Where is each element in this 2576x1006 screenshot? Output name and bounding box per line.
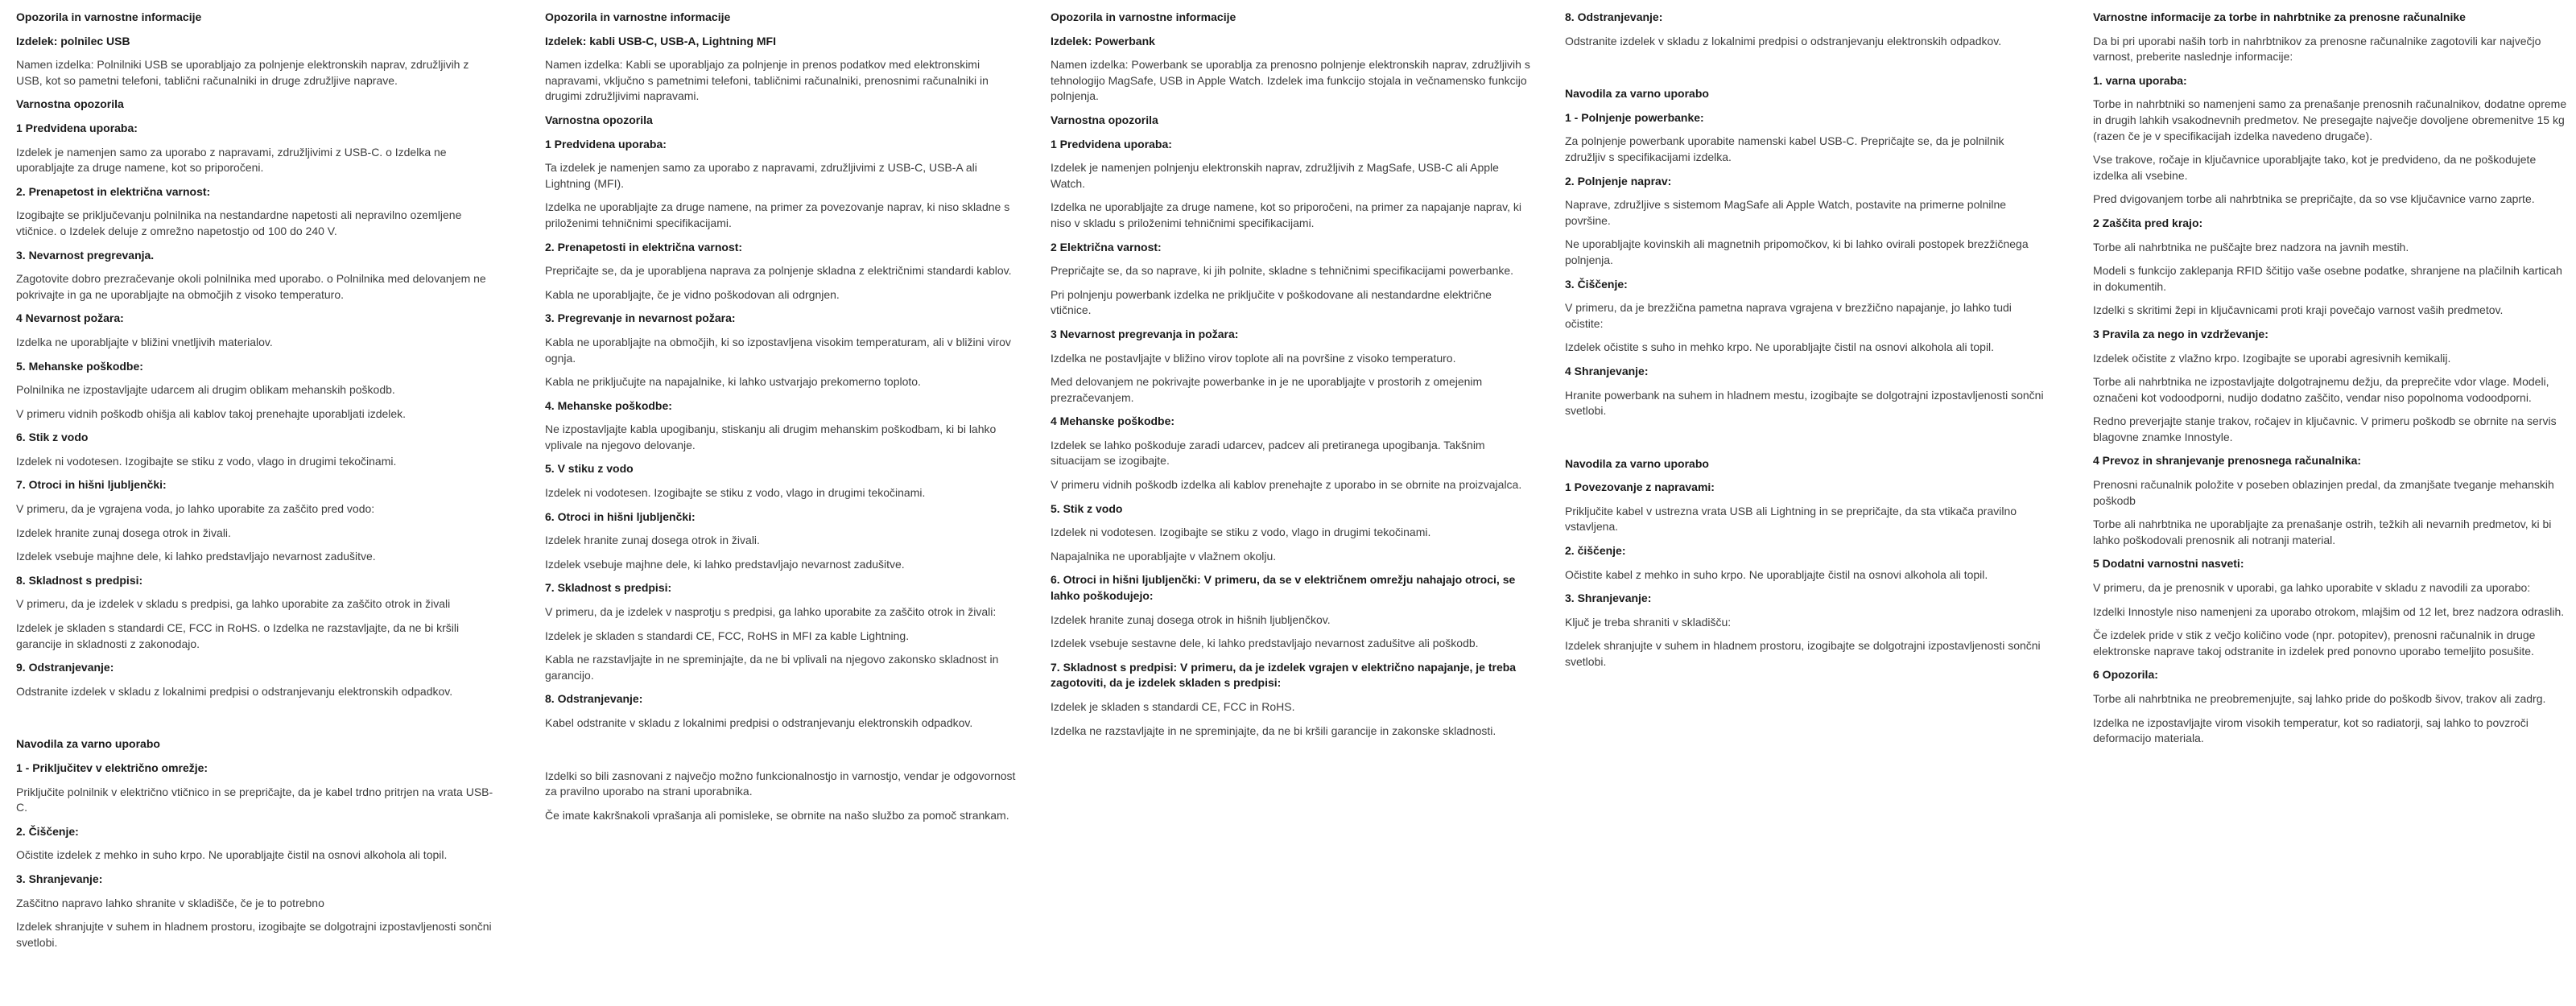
paragraph: Izdelka ne razstavljajte in ne spreminjajte, da ne bi kršili garancije in zakonske skladnosti. bbox=[1051, 724, 1496, 737]
paragraph: Priključite polnilnik v električno vtičnico in se prepričajte, da je kabel trdno pritrjen na vrata USB-C. bbox=[16, 785, 493, 814]
paragraph: Izdelek vsebuje majhne dele, ki lahko predstavljajo nevarnost zadušitve. bbox=[16, 550, 376, 563]
paragraph: Zagotovite dobro prezračevanje okoli polnilnika med uporabo. o Polnilnika med delovanjem ne pokrivajte in ga ne uporabljajte na območjih z visoko temperaturo. bbox=[16, 272, 486, 301]
section-heading: 3 Nevarnost pregrevanja in požara: bbox=[1051, 327, 1239, 340]
paragraph: Torbe ali nahrbtnika ne izpostavljajte dolgotrajnemu dežju, da preprečite vdor vlage. Modeli, označeni kot vodoodporni, nudijo dodatno zaščito, vendar niso popolnoma vodoodporni. bbox=[2093, 375, 2549, 404]
paragraph: Da bi pri uporabi naših torb in nahrbtnikov za prenosne računalnike zagotovili kar največjo varnost, preberite naslednje informacije: bbox=[2093, 34, 2541, 64]
section-heading: Navodila za varno uporabo bbox=[16, 737, 160, 751]
paragraph: Očistite kabel z mehko in suho krpo. Ne uporabljajte čistil na osnovi alkohola ali topil. bbox=[1565, 567, 1988, 581]
section-heading: Izdelek: Powerbank bbox=[1051, 34, 1155, 47]
section-heading: 9. Odstranjevanje: bbox=[16, 661, 114, 674]
section-heading: 1 Predvidena uporaba: bbox=[1051, 137, 1172, 150]
section-heading: 6. Stik z vodo bbox=[16, 431, 89, 444]
vertical-gap bbox=[545, 740, 1018, 761]
paragraph: Izdelek je skladen s standardi CE, FCC in RoHS. bbox=[1051, 700, 1295, 713]
section-heading: Opozorila in varnostne informacije bbox=[16, 10, 202, 23]
paragraph: Ključ je treba shraniti v skladišču: bbox=[1565, 615, 1732, 629]
section-heading: 3 Pravila za nego in vzdrževanje: bbox=[2093, 327, 2268, 340]
section-heading: 1 - Priključitev v električno omrežje: bbox=[16, 761, 208, 774]
section-heading: 2. čiščenje: bbox=[1565, 544, 1626, 558]
section-heading: 1 Povezovanje z napravami: bbox=[1565, 480, 1715, 494]
paragraph: Naprave, združljive s sistemom MagSafe ali Apple Watch, postavite na primerne polnilne površine. bbox=[1565, 198, 2007, 227]
paragraph: Namen izdelka: Powerbank se uporablja za prenosno polnjenje elektronskih naprav, združljivih s tehnologijo MagSafe, USB in Apple Watch. Izdelek ima funkcijo stojala in večnamensko funkcijo polnjenja. bbox=[1051, 58, 1530, 103]
section-heading: 4 Shranjevanje: bbox=[1565, 364, 1649, 377]
paragraph: V primeru, da je izdelek v skladu s predpisi, ga lahko uporabite za zaščito otrok in živali bbox=[16, 597, 451, 611]
section-heading: 2 Zaščita pred krajo: bbox=[2093, 216, 2203, 229]
paragraph: Izdelki Innostyle niso namenjeni za uporabo otrokom, mlajšim od 12 let, brez nadzora odraslih. bbox=[2093, 604, 2565, 618]
paragraph: Torbe ali nahrbtnika ne puščajte brez nadzora na javnih mestih. bbox=[2093, 240, 2409, 254]
section-heading: Navodila za varno uporabo bbox=[1565, 87, 1709, 101]
column-cables bbox=[545, 10, 1018, 831]
section-heading: Navodila za varno uporabo bbox=[1565, 456, 1709, 470]
section-heading: 1 - Polnjenje powerbanke: bbox=[1565, 110, 1704, 124]
paragraph: Kabla ne razstavljajte in ne spreminjajte, da ne bi vplivali na njegovo zakonsko skladnost in garancijo. bbox=[545, 653, 999, 682]
section-heading: Varnostna opozorila bbox=[545, 113, 653, 126]
section-heading: 1 Predvidena uporaba: bbox=[16, 121, 138, 134]
column-usb-charger bbox=[16, 10, 494, 959]
section-heading: 2. Prenapetost in električna varnost: bbox=[16, 184, 211, 198]
paragraph: Vse trakove, ročaje in ključavnice uporabljajte tako, kot je predvideno, da ne poškodujete izdelka ali vsebine. bbox=[2093, 153, 2537, 182]
paragraph: Izdelka ne uporabljajte za druge namene, na primer za povezovanje naprav, ki niso skladne s priloženimi tehničnimi specifikacijami. bbox=[545, 200, 1010, 229]
paragraph: Prenosni računalnik položite v poseben oblazinjen predal, da zmanjšate tveganje mehanskih poškodb bbox=[2093, 478, 2554, 507]
paragraph: Pri polnjenju powerbank izdelka ne priključite v poškodovane ali nestandardne električne vtičnice. bbox=[1051, 287, 1492, 317]
paragraph: Modeli s funkcijo zaklepanja RFID ščitijo vaše osebne podatke, shranjene na plačilnih karticah in dokumentih. bbox=[2093, 264, 2562, 293]
paragraph: Izdelek se lahko poškoduje zaradi udarcev, padcev ali pretiranega upogibanja. Takšnim situacijam se izogibajte. bbox=[1051, 438, 1485, 468]
section-heading: Opozorila in varnostne informacije bbox=[545, 10, 731, 23]
paragraph: V primeru, da je vgrajena voda, jo lahko uporabite za zaščito pred vodo: bbox=[16, 502, 375, 516]
section-heading: 5. Mehanske poškodbe: bbox=[16, 359, 143, 373]
section-heading: 2. Prenapetosti in električna varnost: bbox=[545, 240, 743, 254]
paragraph: Izdelka ne uporabljajte v bližini vnetljivih materialov. bbox=[16, 335, 273, 348]
section-heading: 5 Dodatni varnostni nasveti: bbox=[2093, 557, 2244, 571]
paragraph: Očistite izdelek z mehko in suho krpo. Ne uporabljajte čistil na osnovi alkohola ali topil. bbox=[16, 848, 448, 862]
paragraph: Izdelek vsebuje majhne dele, ki lahko predstavljajo nevarnost zadušitve. bbox=[545, 557, 905, 571]
paragraph: Kabla ne uporabljajte, če je vidno poškodovan ali odrgnjen. bbox=[545, 287, 840, 301]
section-heading: 1. varna uporaba: bbox=[2093, 73, 2187, 87]
paragraph: Ta izdelek je namenjen samo za uporabo z napravami, združljivimi z USB-C, USB-A ali Lightning (MFI). bbox=[545, 161, 977, 190]
section-heading: 6 Opozorila: bbox=[2093, 668, 2158, 682]
section-heading: Varnostna opozorila bbox=[1051, 113, 1158, 126]
vertical-gap bbox=[1565, 427, 2046, 448]
column-usage-instructions bbox=[1565, 10, 2046, 678]
section-heading: 3. Nevarnost pregrevanja. bbox=[16, 248, 155, 262]
section-heading: 6. Otroci in hišni ljubljenčki: V primeru, da se v električnem omrežju nahajajo otroci, se lahko poškodujejo: bbox=[1051, 573, 1516, 603]
paragraph: Izdelek ni vodotesen. Izogibajte se stiku z vodo, vlago in drugimi tekočinami. bbox=[1051, 526, 1431, 539]
vertical-gap bbox=[16, 707, 494, 728]
section-heading: 3. Shranjevanje: bbox=[16, 872, 103, 885]
paragraph: Torbe in nahrbtniki so namenjeni samo za prenašanje prenosnih računalnikov, dodatne opreme in drugih lahkih vsakodnevnih predmetov. Ne presegajte največje dovoljene obremenitve 15 kg (razen če je v specifikacijah izdelka navedeno drugače). bbox=[2093, 97, 2567, 142]
section-heading: 8. Odstranjevanje: bbox=[545, 692, 643, 706]
paragraph: Izdelek shranjujte v suhem in hladnem prostoru, izogibajte se dolgotrajni izpostavljenosti sončni svetlobi. bbox=[1565, 639, 2041, 669]
section-heading: Izdelek: kabli USB-C, USB-A, Lightning MFI bbox=[545, 34, 776, 47]
section-heading: 2. Polnjenje naprav: bbox=[1565, 174, 1672, 188]
section-heading: 2. Čiščenje: bbox=[16, 824, 79, 838]
section-heading: 6. Otroci in hišni ljubljenčki: bbox=[545, 509, 696, 523]
section-heading: Varnostne informacije za torbe in nahrbtnike za prenosne računalnike bbox=[2093, 10, 2466, 23]
paragraph: Izdelek ni vodotesen. Izogibajte se stiku z vodo, vlago in drugimi tekočinami. bbox=[16, 454, 397, 468]
paragraph: Namen izdelka: Polnilniki USB se uporabljajo za polnjenje elektronskih naprav, združljivih z USB, kot so pametni telefoni, tablični računalniki in druge združljive naprave. bbox=[16, 58, 469, 87]
paragraph: Izdelek ni vodotesen. Izogibajte se stiku z vodo, vlago in drugimi tekočinami. bbox=[545, 486, 926, 500]
section-heading: 8. Odstranjevanje: bbox=[1565, 10, 1663, 23]
paragraph: Priključite kabel v ustrezna vrata USB ali Lightning in se prepričajte, da sta vtikača pravilno vstavljena. bbox=[1565, 504, 2017, 534]
paragraph: Napajalnika ne uporabljajte v vlažnem okolju. bbox=[1051, 549, 1277, 563]
section-heading: Varnostna opozorila bbox=[16, 97, 124, 111]
paragraph: Redno preverjajte stanje trakov, ročajev in ključavnic. V primeru poškodb se obrnite na servis blagovne znamke Innostyle. bbox=[2093, 414, 2557, 443]
section-heading: 7. Skladnost s predpisi: bbox=[545, 581, 672, 595]
paragraph: Izdelek hranite zunaj dosega otrok in živali. bbox=[545, 534, 760, 547]
paragraph: V primeru, da je prenosnik v uporabi, ga lahko uporabite v skladu z navodili za uporabo: bbox=[2093, 581, 2531, 595]
paragraph: Kabla ne uporabljajte na območjih, ki so izpostavljena visokim temperaturam, ali v bližini virov ognja. bbox=[545, 335, 1011, 365]
section-heading: 5. V stiku z vodo bbox=[545, 462, 634, 476]
paragraph: Odstranite izdelek v skladu z lokalnimi predpisi o odstranjevanju elektronskih odpadkov. bbox=[1565, 34, 2002, 47]
column-powerbank bbox=[1051, 10, 1532, 747]
section-heading: Opozorila in varnostne informacije bbox=[1051, 10, 1236, 23]
paragraph: Izdelek vsebuje sestavne dele, ki lahko predstavljajo nevarnost zadušitve ali poškodb. bbox=[1051, 637, 1479, 650]
paragraph: Izogibajte se priključevanju polnilnika na nestandardne napetosti ali nepravilno ozemljene vtičnice. o Izdelek deluje z omrežno napetostjo od 100 do 240 V. bbox=[16, 208, 462, 237]
paragraph: Med delovanjem ne pokrivajte powerbanke in je ne uporabljajte v prostorih z omejenim prezračevanjem. bbox=[1051, 375, 1483, 404]
section-heading: 3. Shranjevanje: bbox=[1565, 592, 1652, 605]
paragraph: Če izdelek pride v stik z večjo količino vode (npr. potopitev), prenosni računalnik in druge elektronske naprave takoj odstranite in izdelek pred ponovno uporabo temeljito posušite. bbox=[2093, 629, 2536, 658]
paragraph: Namen izdelka: Kabli se uporabljajo za polnjenje in prenos podatkov med elektronskimi napravami, vključno s pametnimi telefoni, tabličnimi računalniki, prenosnimi računalniki in drugimi združljivimi napravami. bbox=[545, 58, 989, 103]
paragraph: Prepričajte se, da so naprave, ki jih polnite, skladne s tehničnimi specifikacijami powerbanke. bbox=[1051, 264, 1514, 278]
paragraph: V primeru, da je brezžična pametna naprava vgrajena v brezžično napajanje, jo lahko tudi očistite: bbox=[1565, 301, 2012, 330]
paragraph: Izdelka ne izpostavljajte virom visokih temperatur, kot so radiatorji, saj lahko to povzroči deformacijo materiala. bbox=[2093, 715, 2529, 745]
paragraph: Zaščitno napravo lahko shranite v skladišče, če je to potrebno bbox=[16, 896, 324, 909]
paragraph: Prepričajte se, da je uporabljena naprava za polnjenje skladna z električnimi standardi kablov. bbox=[545, 264, 1012, 278]
section-heading: 3. Pregrevanje in nevarnost požara: bbox=[545, 311, 736, 325]
paragraph: Če imate kakršnakoli vprašanja ali pomisleke, se obrnite na našo službo za pomoč strankam. bbox=[545, 808, 1009, 822]
section-heading: Izdelek: polnilec USB bbox=[16, 34, 130, 47]
paragraph: Polnilnika ne izpostavljajte udarcem ali drugim oblikam mehanskih poškodb. bbox=[16, 383, 395, 397]
column-laptop-bags bbox=[2093, 10, 2570, 755]
paragraph: Izdelek shranjujte v suhem in hladnem prostoru, izogibajte se dolgotrajni izpostavljenosti sončni svetlobi. bbox=[16, 920, 492, 949]
section-heading: 7. Otroci in hišni ljubljenčki: bbox=[16, 478, 167, 492]
paragraph: Hranite powerbank na suhem in hladnem mestu, izogibajte se dolgotrajni izpostavljenosti sončni svetlobi. bbox=[1565, 388, 2044, 418]
paragraph: Izdelek je namenjen samo za uporabo z napravami, združljivimi z USB-C. o Izdelka ne uporabljajte za druge namene, kot so priporočeni. bbox=[16, 145, 447, 175]
paragraph: Izdelek očistite z vlažno krpo. Izogibajte se uporabi agresivnih kemikalij. bbox=[2093, 351, 2451, 365]
paragraph: Kabla ne priključujte na napajalnike, ki lahko ustvarjajo prekomerno toploto. bbox=[545, 375, 921, 389]
paragraph: Izdelek hranite zunaj dosega otrok in hišnih ljubljenčkov. bbox=[1051, 612, 1331, 626]
paragraph: Izdelka ne uporabljajte za druge namene, kot so priporočeni, na primer za napajanje naprav, ki niso v skladu s priloženimi tehničnimi specifikacijami. bbox=[1051, 200, 1521, 229]
paragraph: Izdelek je skladen s standardi CE, FCC, RoHS in MFI za kable Lightning. bbox=[545, 629, 910, 642]
section-heading: 1 Predvidena uporaba: bbox=[545, 137, 667, 150]
section-heading: 4 Nevarnost požara: bbox=[16, 311, 124, 325]
section-heading: 8. Skladnost s predpisi: bbox=[16, 573, 143, 587]
paragraph: Izdelka ne postavljajte v bližino virov toplote ali na površine z visoko temperaturo. bbox=[1051, 351, 1456, 365]
section-heading: 3. Čiščenje: bbox=[1565, 277, 1628, 291]
paragraph: Izdelek je namenjen polnjenju elektronskih naprav, združljivih z MagSafe, USB-C ali Apple Watch. bbox=[1051, 161, 1499, 190]
section-heading: 7. Skladnost s predpisi: V primeru, da je izdelek vgrajen v električno napajanje, je treba zagotoviti, da je izdelek skladen s predpisi: bbox=[1051, 660, 1517, 690]
section-heading: 2 Električna varnost: bbox=[1051, 240, 1162, 254]
paragraph: Kabel odstranite v skladu z lokalnimi predpisi o odstranjevanju elektronskih odpadkov. bbox=[545, 716, 973, 729]
section-heading: 4. Mehanske poškodbe: bbox=[545, 398, 672, 412]
paragraph: V primeru vidnih poškodb ohišja ali kablov takoj prenehajte uporabljati izdelek. bbox=[16, 406, 407, 420]
section-heading: 5. Stik z vodo bbox=[1051, 501, 1123, 515]
paragraph: Odstranite izdelek v skladu z lokalnimi predpisi o odstranjevanju elektronskih odpadkov. bbox=[16, 684, 453, 698]
paragraph: Ne izpostavljajte kabla upogibanju, stiskanju ali drugim mehanskim poškodbam, ki bi lahko vplivale na njegovo delovanje. bbox=[545, 423, 997, 451]
paragraph: Izdelki s skritimi žepi in ključavnicami proti kraji povečajo varnost vaših predmetov. bbox=[2093, 303, 2504, 317]
paragraph: V primeru vidnih poškodb izdelka ali kablov prenehajte z uporabo in se obrnite na proizvajalca. bbox=[1051, 478, 1522, 492]
paragraph: Izdelek očistite s suho in mehko krpo. Ne uporabljajte čistil na osnovi alkohola ali topil. bbox=[1565, 340, 1995, 354]
paragraph: V primeru, da je izdelek v nasprotju s predpisi, ga lahko uporabite za zaščito otrok in živali: bbox=[545, 605, 997, 619]
paragraph: Torbe ali nahrbtnika ne preobremenjujte, saj lahko pride do poškodb šivov, trakov ali zadrg. bbox=[2093, 692, 2546, 705]
vertical-gap bbox=[1565, 57, 2046, 78]
paragraph: Izdelek je skladen s standardi CE, FCC in RoHS. o Izdelka ne razstavljajte, da ne bi kršili garancije in skladnosti z zakonodajo. bbox=[16, 621, 460, 650]
paragraph: Ne uporabljajte kovinskih ali magnetnih pripomočkov, ki bi lahko ovirali postopek brezžičnega polnjenja. bbox=[1565, 237, 2029, 266]
paragraph: Pred dvigovanjem torbe ali nahrbtnika se prepričajte, da so vse ključavnice varno zaprte. bbox=[2093, 192, 2535, 206]
paragraph: Izdelek hranite zunaj dosega otrok in živali. bbox=[16, 526, 231, 539]
paragraph: Izdelki so bili zasnovani z največjo možno funkcionalnostjo in varnostjo, vendar je odgovornost za pravilno uporabo na strani uporabnika. bbox=[545, 769, 1016, 798]
paragraph: Za polnjenje powerbank uporabite namenski kabel USB-C. Prepričajte se, da je polnilnik združljiv s specifikacijami izdelka. bbox=[1565, 134, 2004, 163]
section-heading: 4 Mehanske poškodbe: bbox=[1051, 414, 1175, 428]
section-heading: 4 Prevoz in shranjevanje prenosnega računalnika: bbox=[2093, 454, 2362, 468]
paragraph: Torbe ali nahrbtnika ne uporabljajte za prenašanje ostrih, težkih ali nevarnih predmetov, ki bi lahko poškodovali prenosnik ali notranji material. bbox=[2093, 517, 2552, 546]
